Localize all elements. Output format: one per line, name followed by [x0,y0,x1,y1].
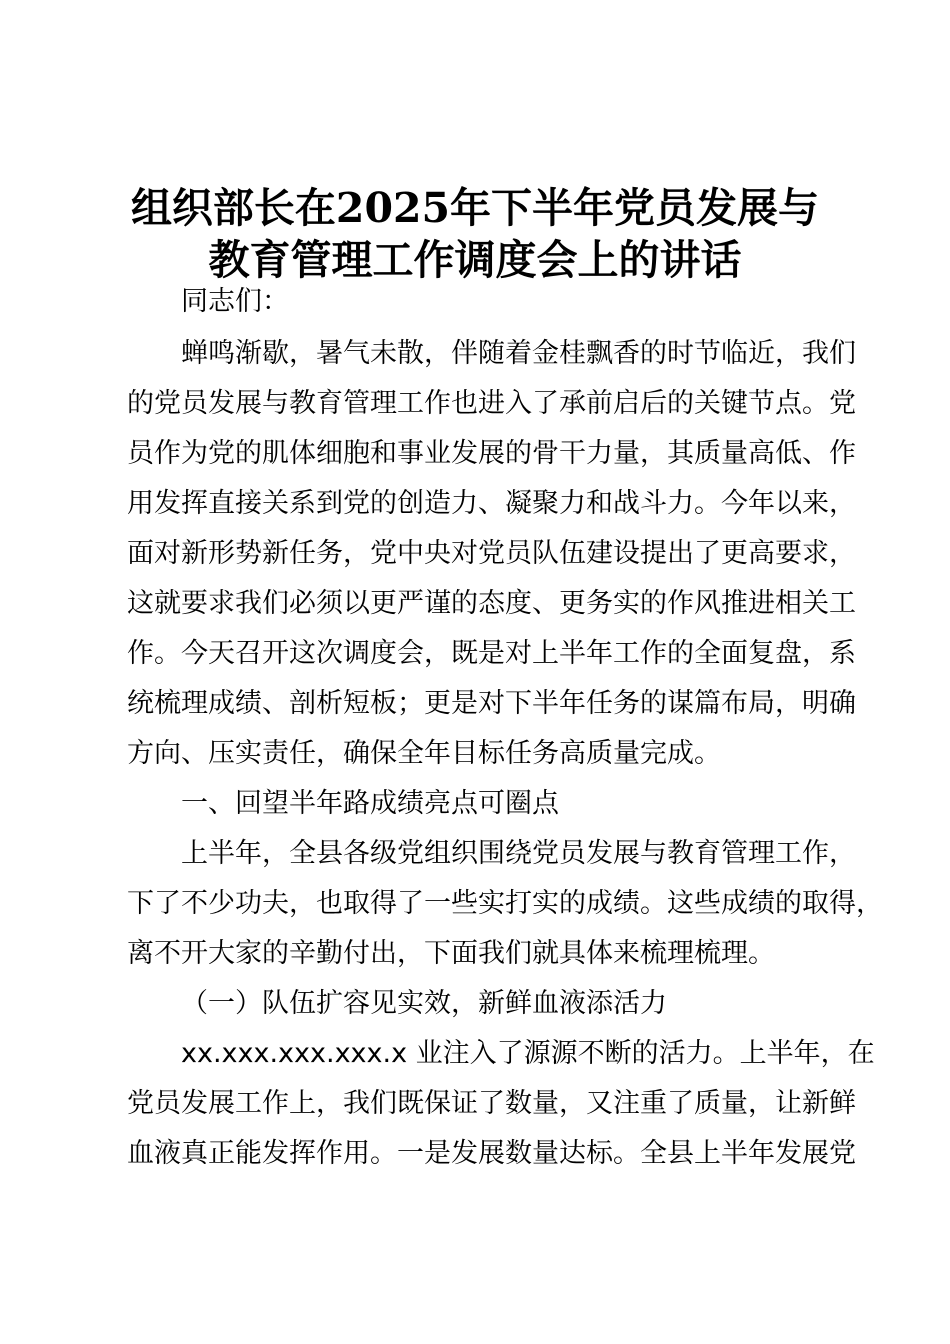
paragraph-line: 面对新形势新任务，党中央对党员队伍建设提出了更高要求， [127,538,856,569]
subsection-heading: （一）队伍扩容见实效，新鲜血液添活力 [181,988,667,1019]
paragraph-line: 方向、压实责任，确保全年目标任务高质量完成。 [127,738,721,769]
paragraph-line: 血液真正能发挥作用。一是发展数量达标。全县上半年发展党 [127,1138,856,1169]
paragraph-line: xx.xxx.xxx.xxx.x 业注入了源源不断的活力。上半年，在 [181,1038,875,1069]
paragraph-line: 这就要求我们必须以更严谨的态度、更务实的作风推进相关工 [127,588,856,619]
document-title-line-2: 教育管理工作调度会上的讲话 [208,236,742,284]
paragraph-line: 蝉鸣渐歇，暑气未散，伴随着金桂飘香的时节临近，我们 [181,338,856,369]
paragraph-line: 的党员发展与教育管理工作也进入了承前启后的关键节点。党 [127,388,856,419]
paragraph-line: 作。今天召开这次调度会，既是对上半年工作的全面复盘，系 [127,638,856,669]
paragraph-line: 统梳理成绩、剖析短板；更是对下半年任务的谋篇布局，明确 [127,688,856,719]
section-heading: 一、回望半年路成绩亮点可圈点 [181,788,559,819]
paragraph-line: 下了不少功夫，也取得了一些实打实的成绩。这些成绩的取得， [127,888,883,919]
paragraph-line: 用发挥直接关系到党的创造力、凝聚力和战斗力。今年以来， [127,488,856,519]
paragraph-line: 离不开大家的辛勤付出，下面我们就具体来梳理梳理。 [127,938,775,969]
paragraph-line: 员作为党的肌体细胞和事业发展的骨干力量，其质量高低、作 [127,438,856,469]
salutation: 同志们： [181,286,289,317]
paragraph-line: 党员发展工作上，我们既保证了数量，又注重了质量，让新鲜 [127,1088,856,1119]
document-title-line-1: 组织部长在2025年下半年党员发展与 [130,184,820,232]
paragraph-line: 上半年，全县各级党组织围绕党员发展与教育管理工作， [181,838,856,869]
